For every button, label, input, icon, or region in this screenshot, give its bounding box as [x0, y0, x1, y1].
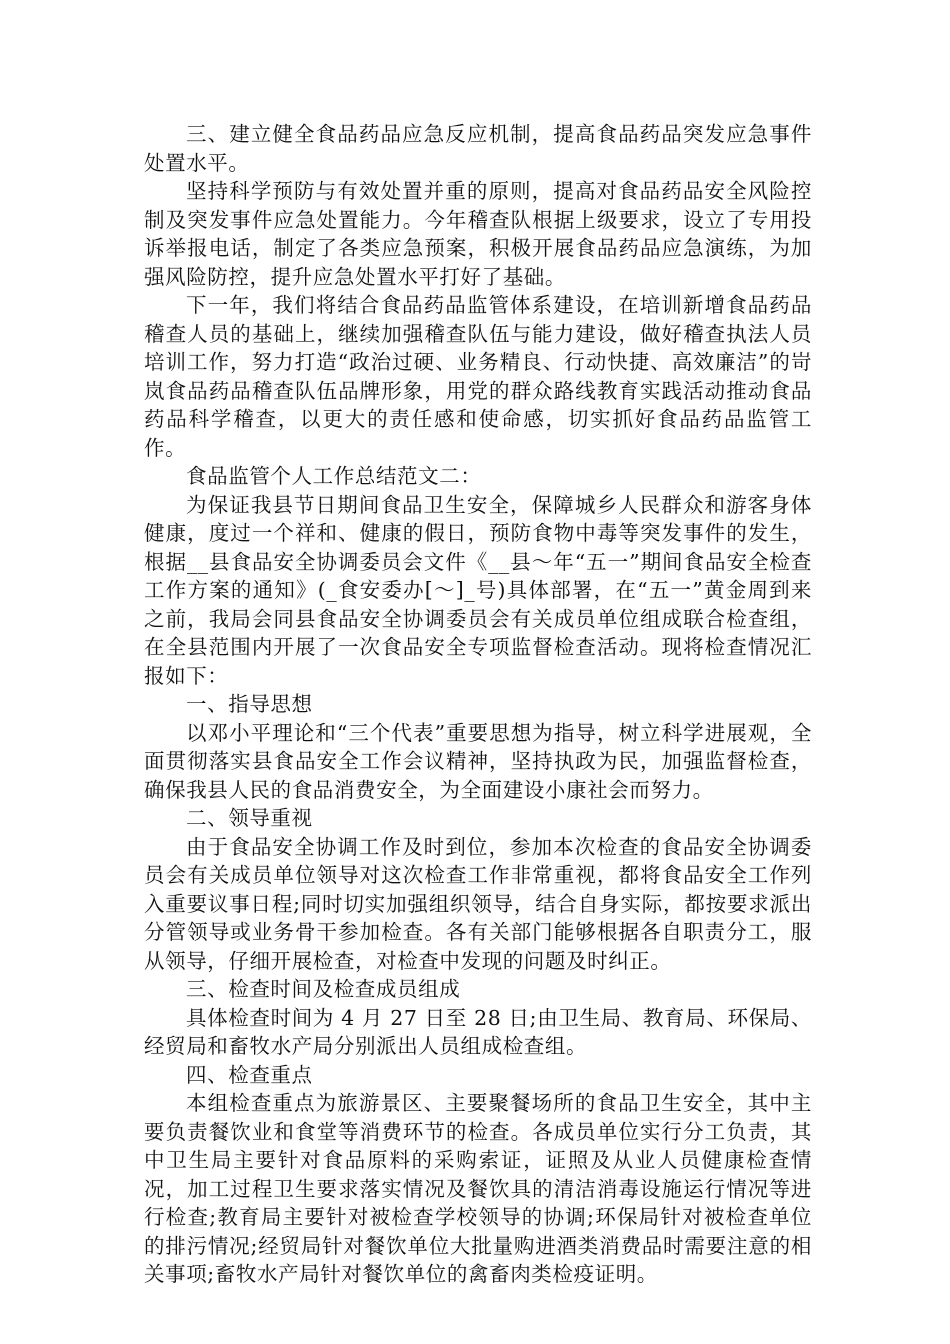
section-heading-leadership: 二、领导重视 [186, 806, 313, 830]
section-heading-time-and-members: 三、检查时间及检查成员组成 [186, 977, 461, 1001]
paragraph-guiding-thought: 以邓小平理论和“三个代表”重要思想为指导，树立科学进展观，全面贯彻落实县食品安全工作会议精神，坚持执政为民，加强监督检查，确保我县人民的食品消费安全，为全面建设小康社会而努力。 [144, 720, 812, 802]
paragraph-leadership: 由于食品安全协调工作及时到位，参加本次检查的食品安全协调委员会有关成员单位领导对这次检查工作非常重视，都将食品安全工作列入重要议事日程;同时切实加强组织领导，结合自身实际，都按要求派出分管领导或业务骨干参加检查。各有关部门能够根据各自职责分工，服从领导，仔细开展检查，对检查中发现的问题及时纠正。 [144, 834, 812, 973]
document-body [144, 120, 812, 1289]
section-heading-inspection-focus: 四、检查重点 [186, 1062, 313, 1087]
paragraph-next-year-plan: 下一年，我们将结合食品药品监管体系建设，在培训新增食品药品稽查人员的基础上，继续加强稽查队伍与能力建设，做好稽查执法人员培训工作，努力打造“政治过硬、业务精良、行动快捷、高效廉洁”的岢岚食品药品稽查队伍品牌形象，用党的群众路线教育实践活动推动食品药品科学稽查，以更大的责任感和使命感，切实抓好食品药品监管工作。 [144, 293, 812, 460]
paragraph-sample-two-title: 食品监管个人工作总结范文二： [186, 464, 482, 488]
paragraph-inspection-intro: 为保证我县节日期间食品卫生安全，保障城乡人民群众和游客身体健康，度过一个祥和、健康的假日，预防食物中毒等突发事件的发生，根据__县食品安全协调委员会文件《__县～年“五一”期间食品安全检查工作方案的通知》(_食安委办[～]_号)具体部署，在“五一”黄金周到来之前，我局会同县食品安全协调委员会有关成员单位组成联合检查组，在全县范围内开展了一次食品安全专项监督检查活动。现将检查情况汇报如下： [144, 492, 812, 688]
paragraph-inspection-focus: 本组检查重点为旅游景区、主要聚餐场所的食品卫生安全，其中主要负责餐饮业和食堂等消费环节的检查。各成员单位实行分工负责，其中卫生局主要针对食品原料的采购索证，证照及从业人员健康检查情况，加工过程卫生要求落实情况及餐饮具的清洁消毒设施运行情况等进行检查;教育局主要针对被检查学校领导的协调;环保局针对被检查单位的排污情况;经贸局针对餐饮单位大批量购进酒类消费品时需要注意的相关事项;畜牧水产局针对餐饮单位的禽畜肉类检疫证明。 [144, 1091, 812, 1286]
paragraph-time-and-members: 具体检查时间为 4 月 27 日至 28 日;由卫生局、教育局、环保局、经贸局和畜牧水产局分别派出人员组成检查组。 [144, 1005, 812, 1058]
section-heading-guiding-thought: 一、指导思想 [186, 692, 313, 716]
paragraph-emergency-heading: 三、建立健全食品药品应急反应机制，提高食品药品突发应急事件处置水平。 [144, 122, 812, 175]
paragraph-emergency-body: 坚持科学预防与有效处置并重的原则，提高对食品药品安全风险控制及突发事件应急处置能力。今年稽查队根据上级要求，设立了专用投诉举报电话，制定了各类应急预案，积极开展食品药品应急演练，为加强风险防控，提升应急处置水平打好了基础。 [144, 179, 812, 289]
